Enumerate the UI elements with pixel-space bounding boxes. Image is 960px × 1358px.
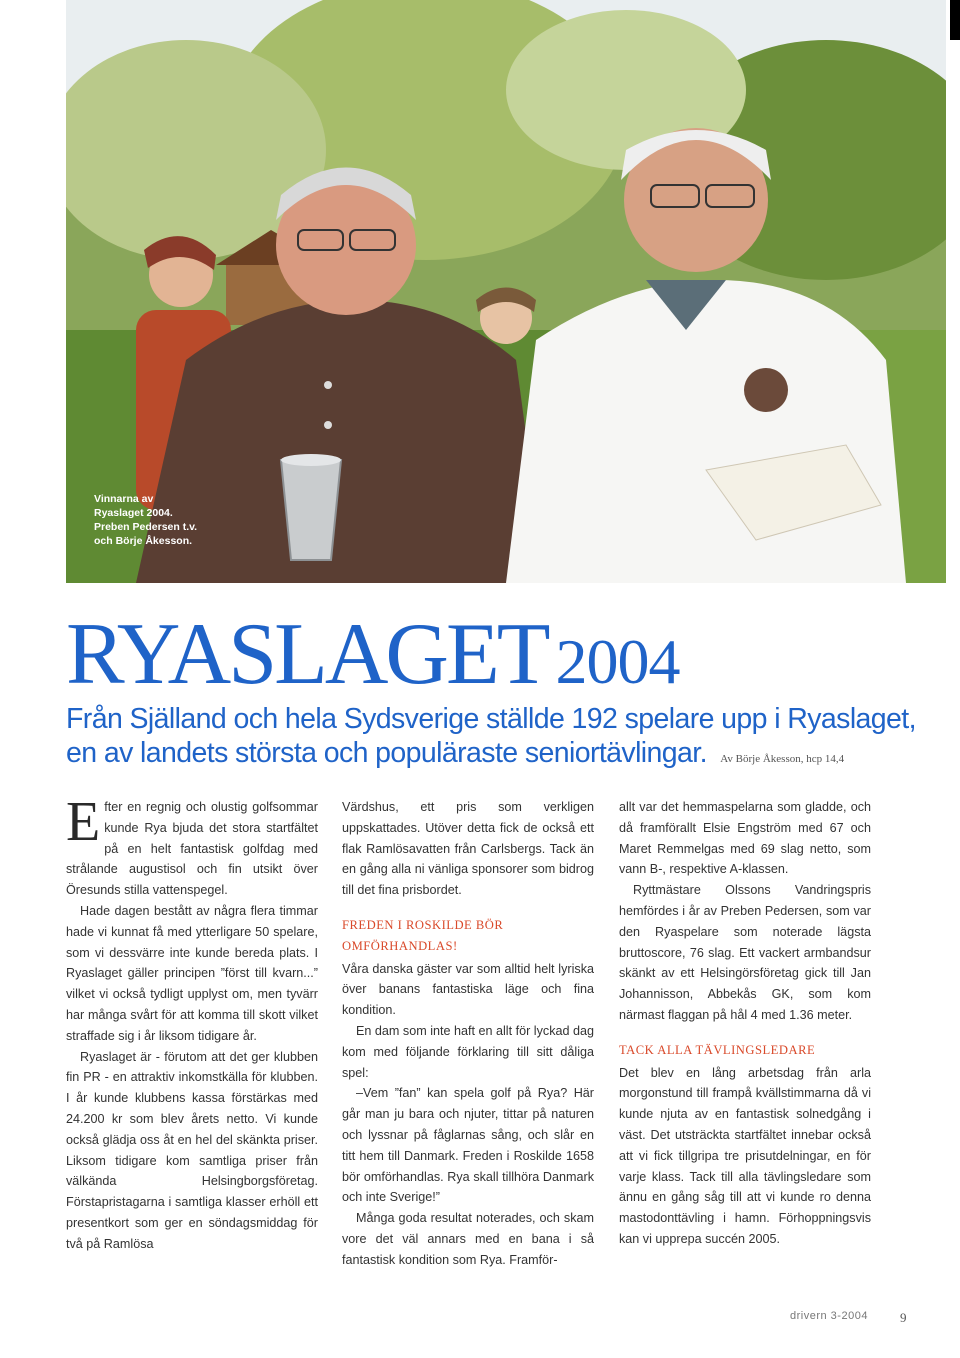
paragraph: Ryttmästare Olssons Vandringspris hemfördes i år av Preben Pedersen, som var den Ryaspelare som noterade lägsta bruttoscore, 76 slag. Ett vackert armbandsur skänkt av ett Helsingörsföretag gick till Jan Johannisson, Abbekås GK, som kom närmast flaggan på hål 4 med 1.36 meter. bbox=[619, 883, 871, 1022]
paragraph: Värdshus, ett pris som verkligen uppskattades. Utöver detta fick de också ett flak Ramlösavatten från Carlsbergs. Tack än en gång alla ni vänliga sponsorer som bidrog till det fina prisbordet. bbox=[342, 800, 594, 898]
caption-line: och Börje Åkesson. bbox=[94, 535, 193, 547]
corner-mark bbox=[950, 0, 960, 40]
issue-label: drivern 3-2004 bbox=[790, 1310, 868, 1322]
headline-title: RYASLAGET bbox=[66, 606, 548, 703]
paragraph: Det blev en lång arbetsdag från arla morgonstund till frampå kvällstimmarna då vi kunde njuta av en fantastisk solnedgång i väst. Det utsträckta startfältet innebar också att vi fick tillgripa tre prisutdelningar, en för varje klass. Tack till alla tävlingsledare som ännu en gång såg till att vi kunde ro denna mastodonttävling i hamn. Förhoppningsvis kan vi upprepa succén 2005. bbox=[619, 1065, 871, 1246]
hero-photo bbox=[66, 0, 946, 583]
column-1 bbox=[66, 791, 318, 1255]
article-deck bbox=[66, 702, 946, 776]
drop-cap: E bbox=[66, 791, 101, 853]
subheading: TACK ALLA TÄVLINGSLEDARE bbox=[619, 1042, 816, 1057]
column-3 bbox=[619, 797, 871, 1250]
paragraph-text: fter en regnig och olustig golfsommar kunde Rya bjuda det stora startfältet på en helt fantastisk golfdag med strålande augustisol och fin utsikt över Öresunds stilla vattenspegel. bbox=[66, 800, 318, 898]
paragraph: Många goda resultat noterades, och skam vore det väl annars med en bana i så fantastisk kondition som Rya. Framför- bbox=[342, 1211, 594, 1267]
subheading: FREDEN I ROSKILDE BÖR OMFÖRHANDLAS! bbox=[342, 917, 504, 953]
paragraph: allt var det hemmaspelarna som gladde, och då framförallt Elsie Engström med 67 och Maret Remmelgas med 69 slag netto, som vann B-, respektive A-klassen. bbox=[619, 800, 871, 877]
headline-year: 2004 bbox=[555, 626, 680, 697]
article-headline bbox=[66, 606, 680, 707]
caption-line: Ryaslaget 2004. bbox=[94, 507, 173, 519]
photo-caption bbox=[94, 492, 264, 548]
paragraph: Hade dagen bestått av några flera timmar hade vi kunnat få med ytterligare 50 spelare, som vi dessvärre inte kunde bereda plats. I Ryaslaget gäller principen ”först till kvarn...” vilket vi också tydligt upplyst om, men tyvärr har många svårt för att komma till skott vilket straffade sig i år liksom tidigare år. bbox=[66, 903, 318, 1043]
paragraph bbox=[66, 791, 318, 901]
paragraph: –Vem ”fan” kan spela golf på Rya? Här går man ju bara och njuter, tittar på naturen och lyssnar på fåglarnas sång, och slår en titt hem till Danmark. Freden i Roskilde 1658 bör omförhandlas. Rya skall tillhöra Danmark och inte Sverige!” bbox=[342, 1086, 594, 1205]
byline: Av Börje Åkesson, hcp 14,4 bbox=[720, 753, 845, 765]
paragraph: En dam som inte haft en allt för lyckad dag kom med följande förklaring till sitt dåliga spel: bbox=[342, 1023, 595, 1080]
caption-line: Preben Pedersen t.v. bbox=[94, 521, 198, 533]
paragraph: Ryaslaget är - förutom att det ger klubben fin PR - en attraktiv inkomstkälla för klubben. I år kunde klubbens kassa förstärkas med 24.200 kr som blev årets netto. Vi kunde också glädja oss åt en hel del skänkta priser. Liksom tidigare kom samtliga priser från välkända Helsingborgsföretag. Förstapristagarna i samtliga klasser erhöll ett presentkort som ger en söndagsmiddag för två på Ramlösa bbox=[66, 1049, 318, 1251]
caption-line: Vinnarna av bbox=[94, 493, 154, 505]
column-2 bbox=[342, 797, 594, 1271]
paragraph: Våra danska gäster var som alltid helt lyriska över banans fantastiska läge och fina kondition. bbox=[342, 961, 594, 1018]
deck-text: Från Själland och hela Sydsverige ställde 192 spelare upp i Ryaslaget, en av landets största och populäraste seniortävlingar. bbox=[66, 703, 916, 769]
page-number: 9 bbox=[900, 1310, 907, 1325]
